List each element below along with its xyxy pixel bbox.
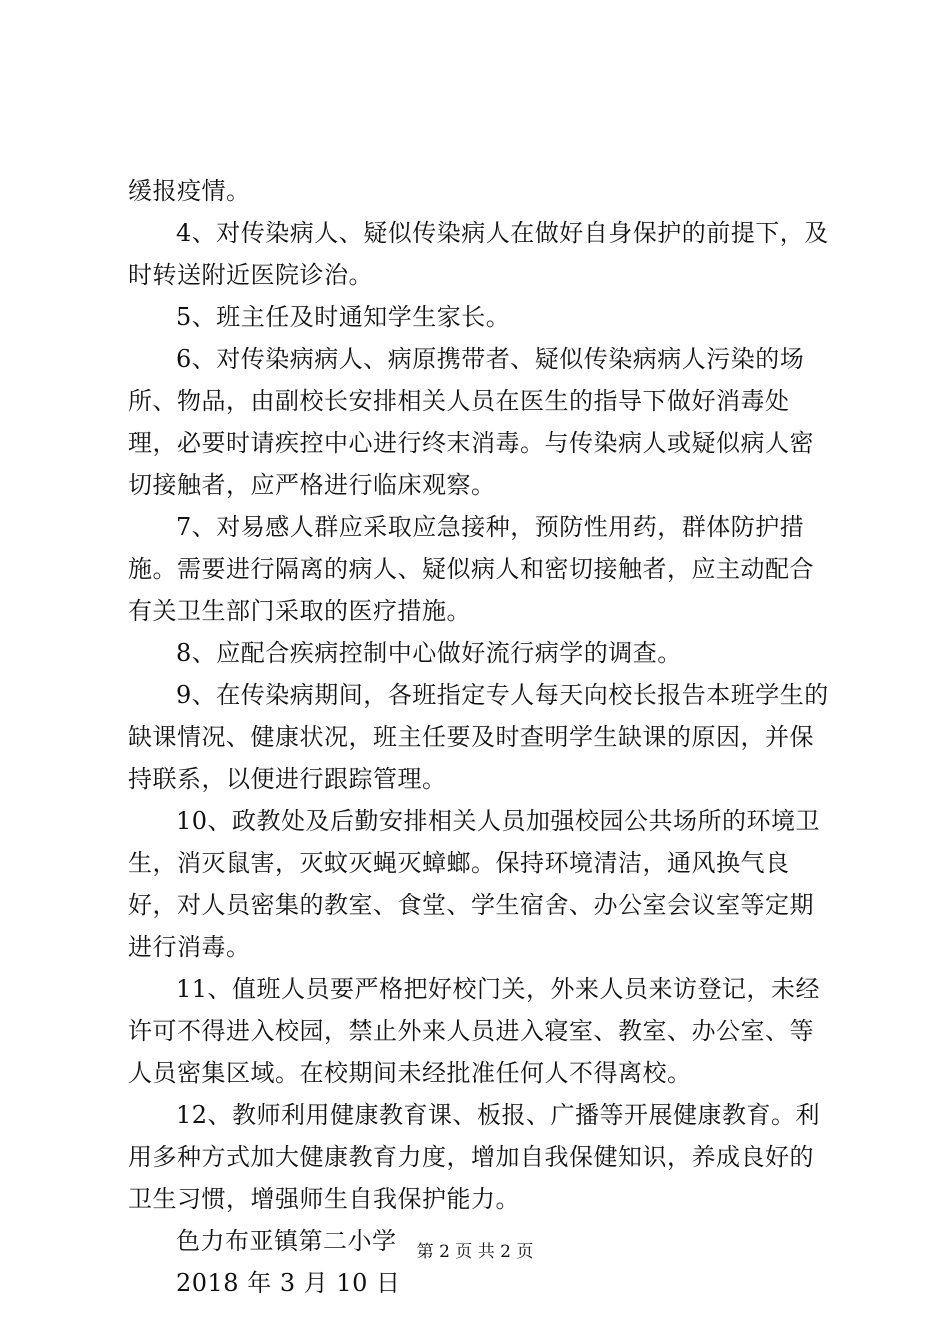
paragraph-item-12: 12、教师利用健康教育课、板报、广播等开展健康教育。利用多种方式加大健康教育力度，增加自我保健知识，养成良好的卫生习惯，增强师生自我保护能力。 bbox=[128, 1101, 821, 1213]
paragraph-item-7: 7、对易感人群应采取应急接种，预防性用药，群体防护措施。需要进行隔离的病人、疑似病人和密切接触者，应主动配合有关卫生部门采取的医疗措施。 bbox=[128, 513, 814, 625]
document-body bbox=[128, 170, 834, 1304]
paragraph-continued: 缓报疫情。 bbox=[128, 177, 251, 205]
paragraph-item-4: 4、对传染病人、疑似传染病人在做好自身保护的前提下，及时转送附近医院诊治。 bbox=[128, 219, 829, 289]
paragraph-item-6: 6、对传染病病人、病原携带者、疑似传染病病人污染的场所、物品，由副校长安排相关人员在医生的指导下做好消毒处理，必要时请疾控中心进行终末消毒。与传染病人或疑似病人密切接触者，应严格进行临床观察。 bbox=[128, 345, 814, 499]
page-footer bbox=[0, 1240, 950, 1264]
page-number-label: 第 2 页 共 2 页 bbox=[416, 1242, 534, 1262]
paragraph-item-8: 8、应配合疾病控制中心做好流行病学的调查。 bbox=[176, 639, 682, 667]
paragraph-item-9: 9、在传染病期间，各班指定专人每天向校长报告本班学生的缺课情况、健康状况，班主任要及时查明学生缺课的原因，并保持联系，以便进行跟踪管理。 bbox=[128, 681, 829, 793]
signature-organization: 色力布亚镇第二小学 bbox=[176, 1227, 397, 1255]
signature-date: 2018 年 3 月 10 日 bbox=[176, 1269, 401, 1297]
paragraph-item-10: 10、政教处及后勤安排相关人员加强校园公共场所的环境卫生，消灭鼠害，灭蚊灭蝇灭蟑螂。保持环境清洁，通风换气良好，对人员密集的教室、食堂、学生宿舍、办公室会议室等定期进行消毒。 bbox=[128, 807, 821, 961]
paragraph-item-5: 5、班主任及时通知学生家长。 bbox=[176, 303, 511, 331]
paragraph-item-11: 11、值班人员要严格把好校门关，外来人员来访登记，未经许可不得进入校园，禁止外来人员进入寝室、教室、办公室、等人员密集区域。在校期间未经批准任何人不得离校。 bbox=[128, 975, 821, 1087]
